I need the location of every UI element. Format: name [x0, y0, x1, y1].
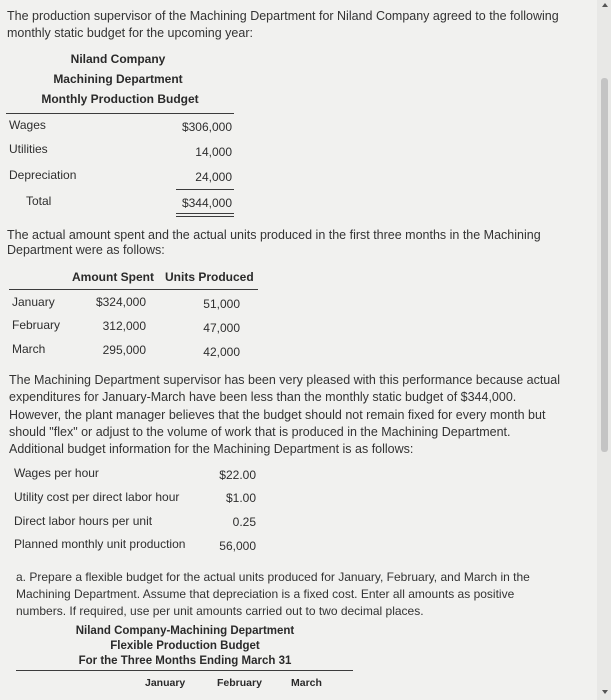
month-label: March [12, 342, 46, 356]
info-value: 0.25 [232, 515, 256, 529]
header-units-produced: Units Produced [165, 270, 254, 284]
static-budget-title-budget: Monthly Production Budget [41, 92, 199, 106]
column-header-january: January [145, 677, 186, 689]
flexible-budget-title-budget: Flexible Production Budget [110, 640, 260, 652]
scroll-up-icon[interactable] [602, 3, 608, 7]
actual-table-rule [9, 289, 258, 290]
static-budget-title-department: Machining Department [53, 72, 183, 86]
actual-intro-line-2: Department were as follows: [7, 243, 165, 257]
month-label: January [12, 295, 55, 309]
units-produced-value: 47,000 [203, 321, 240, 335]
paragraph-line-4: should "flex" or adjust to the volume of work that is produced in the Machining Department. [9, 425, 511, 439]
paragraph-line-5: Additional budget information for the Machining Department is as follows: [9, 442, 414, 456]
info-value: 56,000 [219, 539, 256, 553]
column-header-march: March [291, 677, 322, 689]
info-label: Planned monthly unit production [14, 537, 186, 551]
task-line-2: Machining Department. Assume that depreciation is a fixed cost. Enter all amounts as positive [16, 587, 515, 601]
intro-line-2: monthly static budget for the upcoming year: [7, 26, 253, 40]
info-label: Utility cost per direct labor hour [14, 490, 180, 504]
column-header-february: February [217, 677, 262, 689]
static-row-label: Depreciation [9, 168, 77, 182]
static-budget-title-company: Niland Company [70, 52, 166, 66]
scrollbar-thumb[interactable] [601, 78, 608, 452]
static-row-value: 24,000 [195, 170, 232, 184]
flexible-budget-rule [16, 670, 353, 671]
total-rule-top [176, 189, 234, 190]
flexible-budget-title-period: For the Three Months Ending March 31 [78, 655, 292, 667]
paragraph-line-2: expenditures for January-March have been less than the monthly static budget of $344,000. [9, 390, 517, 404]
total-double-rule-2 [176, 216, 234, 217]
static-row-label: Wages [9, 118, 46, 132]
paragraph-line-1: The Machining Department supervisor has been very pleased with this performance because actual [9, 373, 560, 387]
scroll-down-icon[interactable] [602, 690, 608, 694]
flexible-budget-title-company: Niland Company-Machining Department [75, 625, 295, 637]
static-row-value: $306,000 [181, 120, 232, 134]
static-row-value: 14,000 [195, 145, 232, 159]
units-produced-value: 51,000 [203, 297, 240, 311]
info-label: Wages per hour [14, 466, 99, 480]
header-amount-spent: Amount Spent [72, 270, 154, 284]
amount-spent-value: 312,000 [102, 319, 146, 333]
actual-intro-line-1: The actual amount spent and the actual units produced in the first three months in the Machining [7, 228, 541, 242]
static-row-label: Utilities [9, 142, 48, 156]
month-label: February [12, 318, 61, 332]
static-row-value: $344,000 [181, 196, 232, 210]
static-budget-rule [6, 113, 234, 114]
units-produced-value: 42,000 [203, 345, 240, 359]
info-label: Direct labor hours per unit [14, 514, 153, 528]
amount-spent-value: $324,000 [95, 295, 146, 309]
info-value: $1.00 [225, 491, 256, 505]
total-double-rule-1 [176, 213, 234, 214]
intro-line-1: The production supervisor of the Machining Department for Niland Company agreed to the following [7, 9, 559, 23]
task-line-3: numbers. If required, use per unit amounts carried out to two decimal places. [16, 604, 424, 618]
vertical-scrollbar[interactable] [597, 0, 611, 700]
paragraph-line-3: However, the plant manager believes that the budget should not remain fixed for every month but [9, 408, 546, 422]
static-row-label: Total [26, 194, 52, 208]
amount-spent-value: 295,000 [102, 343, 146, 357]
info-value: $22.00 [219, 468, 256, 482]
task-line-1: a. Prepare a flexible budget for the actual units produced for January, February, and March in the [16, 570, 530, 584]
